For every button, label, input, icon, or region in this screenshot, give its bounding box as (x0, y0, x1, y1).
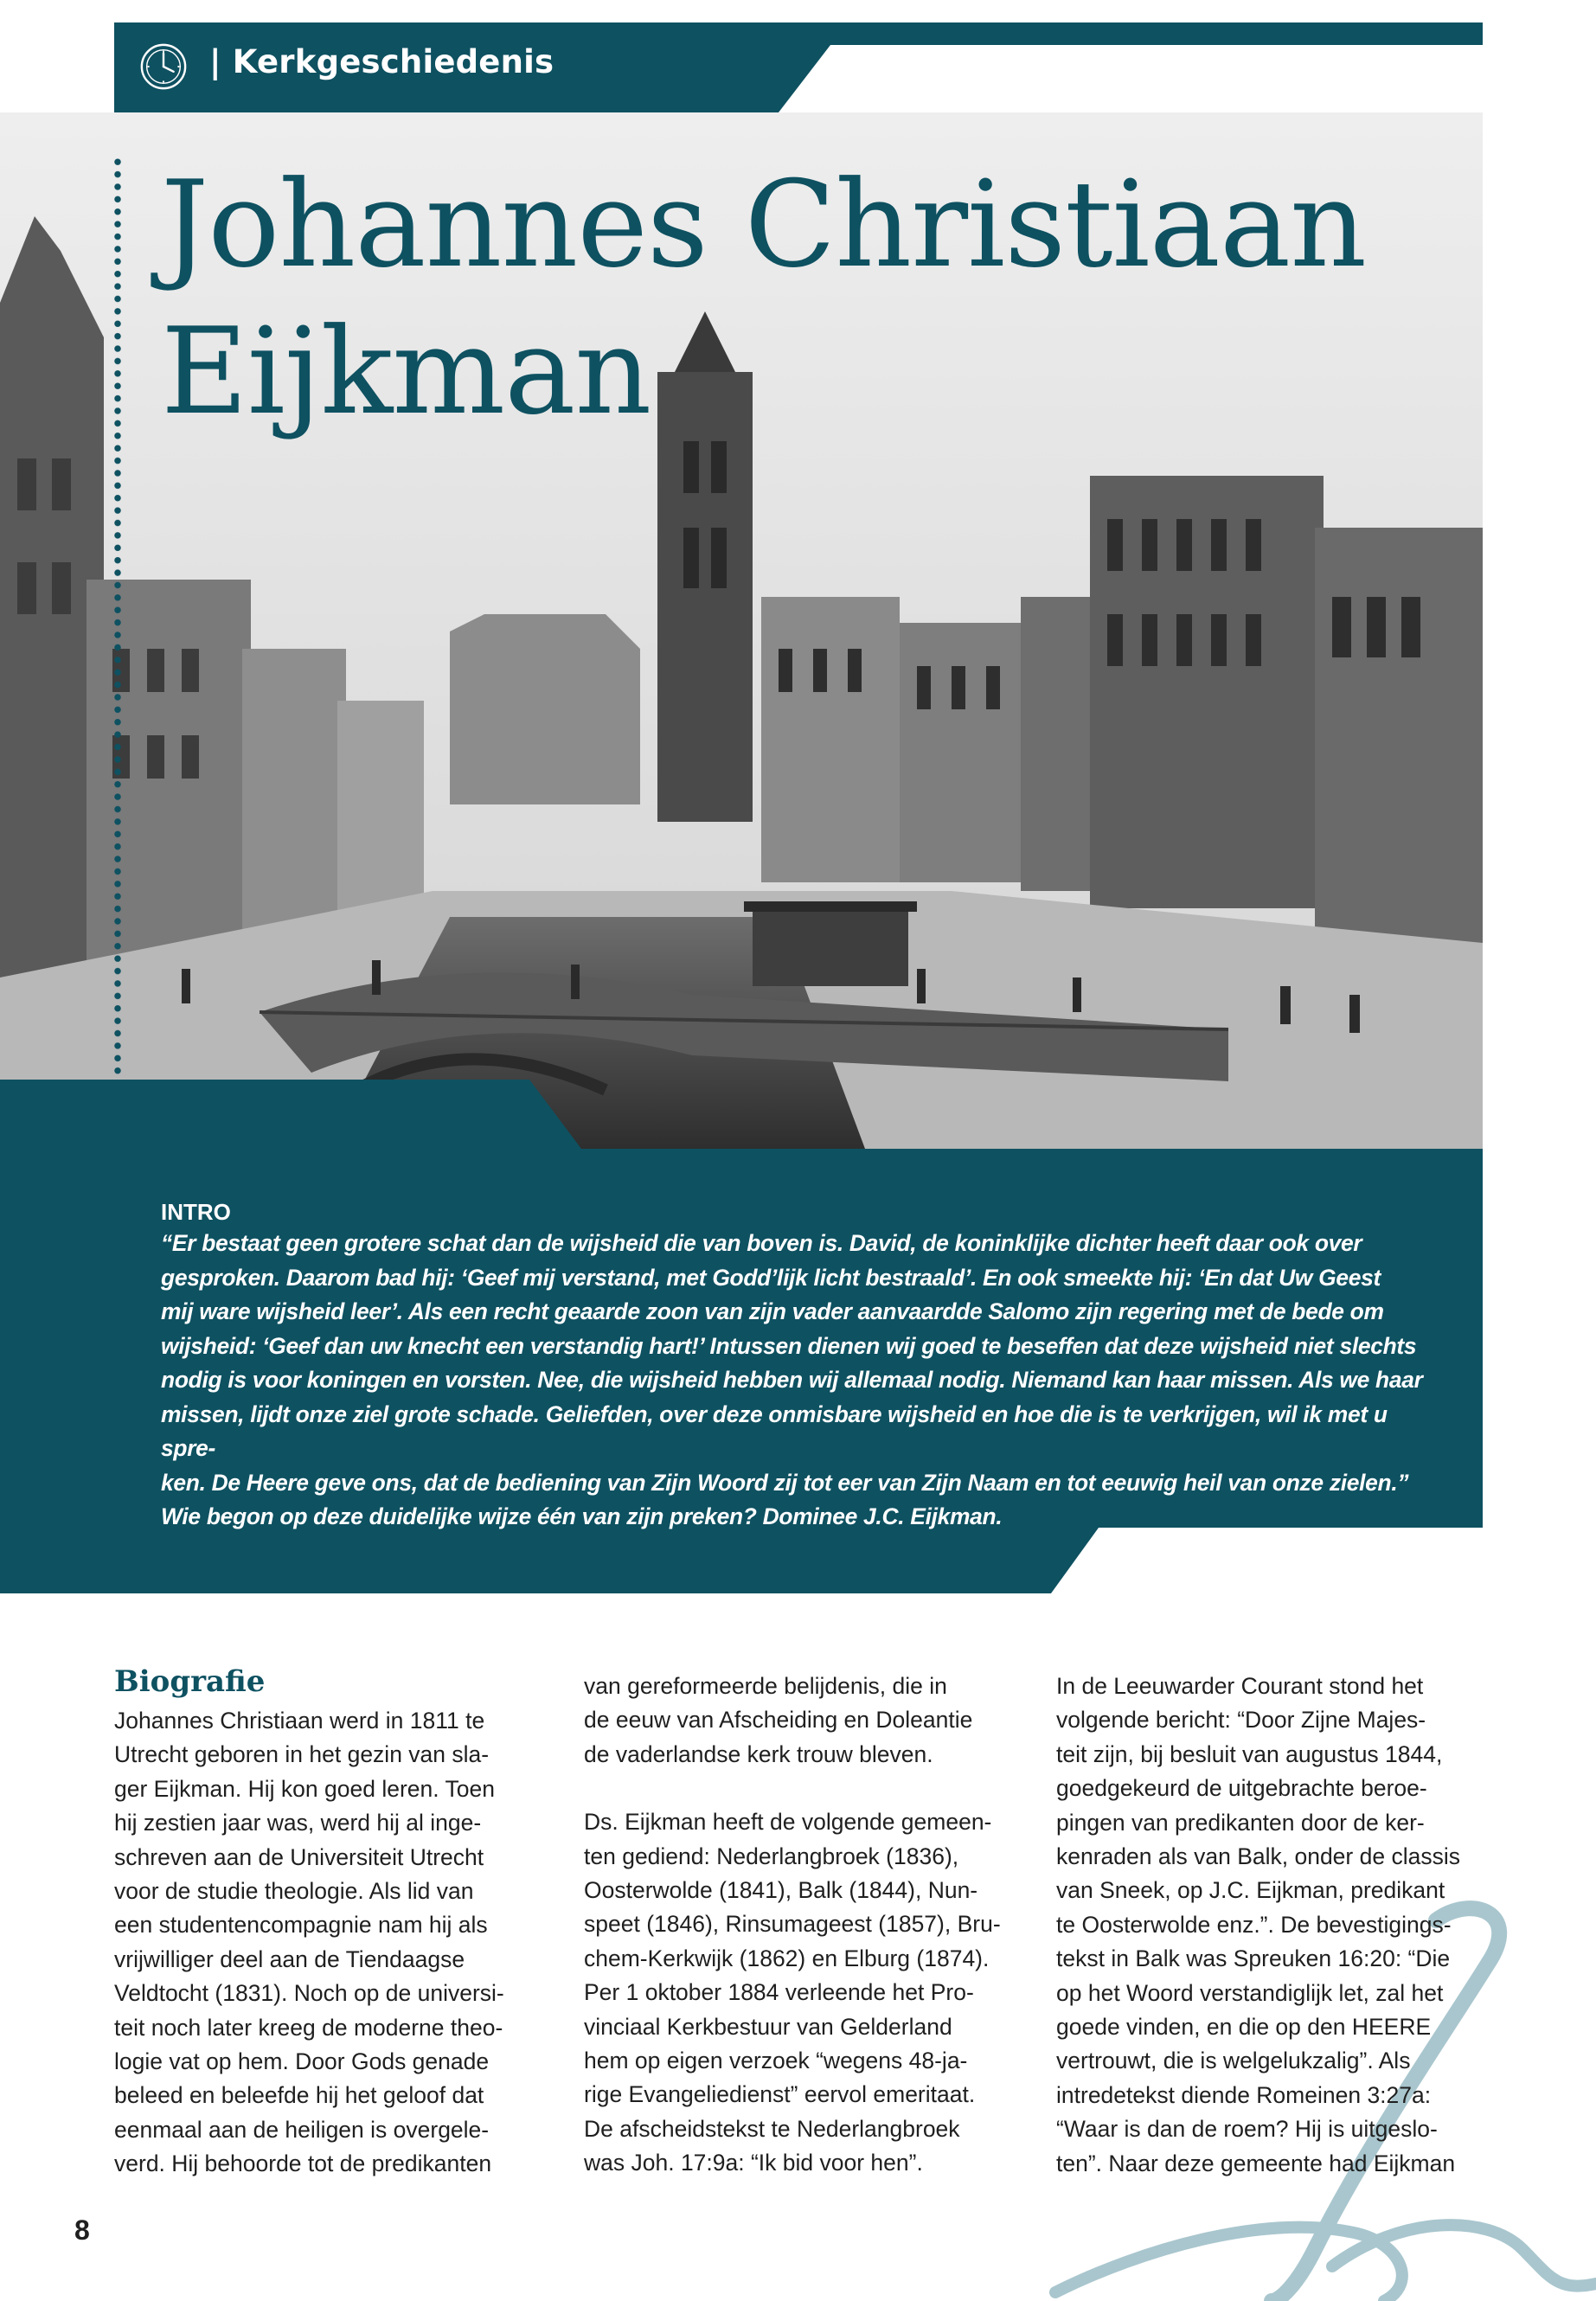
body-line: ten gediend: Nederlangbroek (1836), (584, 1843, 959, 1869)
article-title-line1: Johannes Christiaan (161, 155, 1367, 294)
body-line: verd. Hij behoorde tot de predikanten (114, 2150, 492, 2177)
section-label: | Kerkgeschiedenis (209, 43, 554, 80)
body-line: ten”. Naar deze gemeente had Eijkman (1056, 2150, 1456, 2176)
article-title (161, 151, 1366, 445)
body-line: volgende bericht: “Door Zijne Majes- (1056, 1707, 1426, 1734)
intro-line: missen, lijdt onze ziel grote schade. Geliefden, over deze onmisbare wijsheid en hoe die is te verkrijgen, wil ik met u spre- (161, 1400, 1388, 1461)
body-line: pingen van predikanten door de ker- (1056, 1809, 1425, 1836)
body-line: vrijwilliger deel aan de Tiendaagse (114, 1945, 465, 1972)
body-line: teit zijn, bij besluit van augustus 1844, (1056, 1740, 1443, 1767)
body-line: eenmaal aan de heiligen is overgele- (114, 2116, 490, 2143)
intro-line: Wie begon op deze duidelijke wijze één van zijn preken? Dominee J.C. Eijkman. (161, 1503, 1003, 1529)
header-angled-edge (779, 45, 1483, 112)
body-line: schreven aan de Universiteit Utrecht (114, 1843, 484, 1870)
article-title-line2: Eijkman (161, 302, 651, 441)
body-line: een studentencompagnie nam hij als (114, 1912, 488, 1939)
intro-line: “Er bestaat geen grotere schat dan de wijsheid die van boven is. David, de koninklijke dichter heeft daar ook over (161, 1230, 1362, 1256)
body-line: de eeuw van Afscheiding en Doleantie (584, 1707, 973, 1734)
body-line: Ds. Eijkman heeft de volgende gemeen- (584, 1809, 992, 1836)
intro-line: mij ware wijsheid leer’. Als een recht geaarde zoon van zijn vader aanvaardde Salomo zijn regering met de bede om (161, 1298, 1384, 1324)
body-line: De afscheidstekst te Nederlangbroek (584, 2115, 960, 2142)
body-line: vertrouwt, die is welgelukzalig”. Als (1056, 2048, 1411, 2074)
body-line: van gereformeerde belijdenis, die in (584, 1673, 947, 1699)
intro-line: nodig is voor koningen en vorsten. Nee, die wijsheid hebben wij allemaal nodig. Niemand kan haar missen. Als we haar (161, 1367, 1423, 1393)
page-number: 8 (74, 2214, 90, 2246)
body-line: teit noch later kreeg de moderne theo- (114, 2014, 503, 2041)
body-line: intredetekst diende Romeinen 3:27a: (1056, 2081, 1432, 2108)
body-line: Johannes Christiaan werd in 1811 te (114, 1708, 485, 1734)
body-line: Per 1 oktober 1884 verleende het Pro- (584, 1979, 974, 2006)
biography-heading: Biografie (114, 1664, 266, 1699)
biography-column-1 (114, 1704, 540, 2182)
body-line: de vaderlandse kerk trouw bleven. (584, 1740, 933, 1767)
body-line: In de Leeuwarder Courant stond het (1056, 1673, 1424, 1699)
biography-column-3 (1056, 1670, 1483, 2181)
body-line: vinciaal Kerkbestuur van Gelderland (584, 2013, 952, 2040)
clock-icon (138, 42, 189, 92)
body-line: voor de studie theologie. Als lid van (114, 1878, 474, 1905)
body-line: “Waar is dan de roem? Hij is uitgeslo- (1056, 2116, 1438, 2143)
intro-line: ken. De Heere geve ons, dat de bediening van Zijn Woord zij tot eer van Zijn Naam en tot eeuwig heil van onze zielen.” (161, 1469, 1409, 1496)
body-line: rige Evangeliedienst” eervol emeritaat. (584, 2081, 976, 2108)
body-line: te Oosterwolde enz.”. De bevestigings- (1056, 1911, 1452, 1938)
intro-heading: INTRO (161, 1199, 231, 1225)
body-line: Veldtocht (1831). Noch op de universi- (114, 1980, 504, 2007)
paragraph-gap (584, 1772, 1010, 1805)
body-line: tekst in Balk was Spreuken 16:20: “Die (1056, 1945, 1451, 1972)
body-line: van Sneek, op J.C. Eijkman, predikant (1056, 1877, 1445, 1904)
body-line: goedgekeurd de uitgebrachte beroe- (1056, 1775, 1427, 1802)
body-line: Oosterwolde (1841), Balk (1844), Nun- (584, 1877, 978, 1904)
intro-line: wijsheid: ‘Geef dan uw knecht een verstandig hart!’ Intussen dienen wij goed te beseffen dat deze wijsheid niet slechts (161, 1332, 1417, 1359)
body-line: Utrecht geboren in het gezin van sla- (114, 1741, 490, 1768)
body-line: logie vat op hem. Door Gods genade (114, 2048, 490, 2075)
body-line: was Joh. 17:9a: “Ik bid voor hen”. (584, 2150, 923, 2176)
body-line: hij zestien jaar was, werd hij al inge- (114, 1810, 482, 1836)
body-line: beleed en beleefde hij het geloof dat (114, 2082, 484, 2109)
body-line: kenraden als van Balk, onder de classis (1056, 1843, 1460, 1870)
biography-column-2 (584, 1670, 1010, 2181)
body-line: op het Woord verstandiglijk let, zal het (1056, 1979, 1444, 2006)
body-line: chem-Kerkwijk (1862) en Elburg (1874). (584, 1945, 990, 1971)
body-line: speet (1846), Rinsumageest (1857), Bru- (584, 1911, 1001, 1938)
body-line: hem op eigen verzoek “wegens 48-ja- (584, 2048, 968, 2074)
intro-line: gesproken. Daarom bad hij: ‘Geef mij verstand, met Godd’lijk licht bestraald’. En ook smeekte hij: ‘En dat Uw Geest (161, 1264, 1381, 1291)
intro-quote (161, 1227, 1439, 1535)
body-line: goede vinden, en die op den HEERE (1056, 2014, 1432, 2041)
body-line: ger Eijkman. Hij kon goed leren. Toen (114, 1775, 495, 1802)
